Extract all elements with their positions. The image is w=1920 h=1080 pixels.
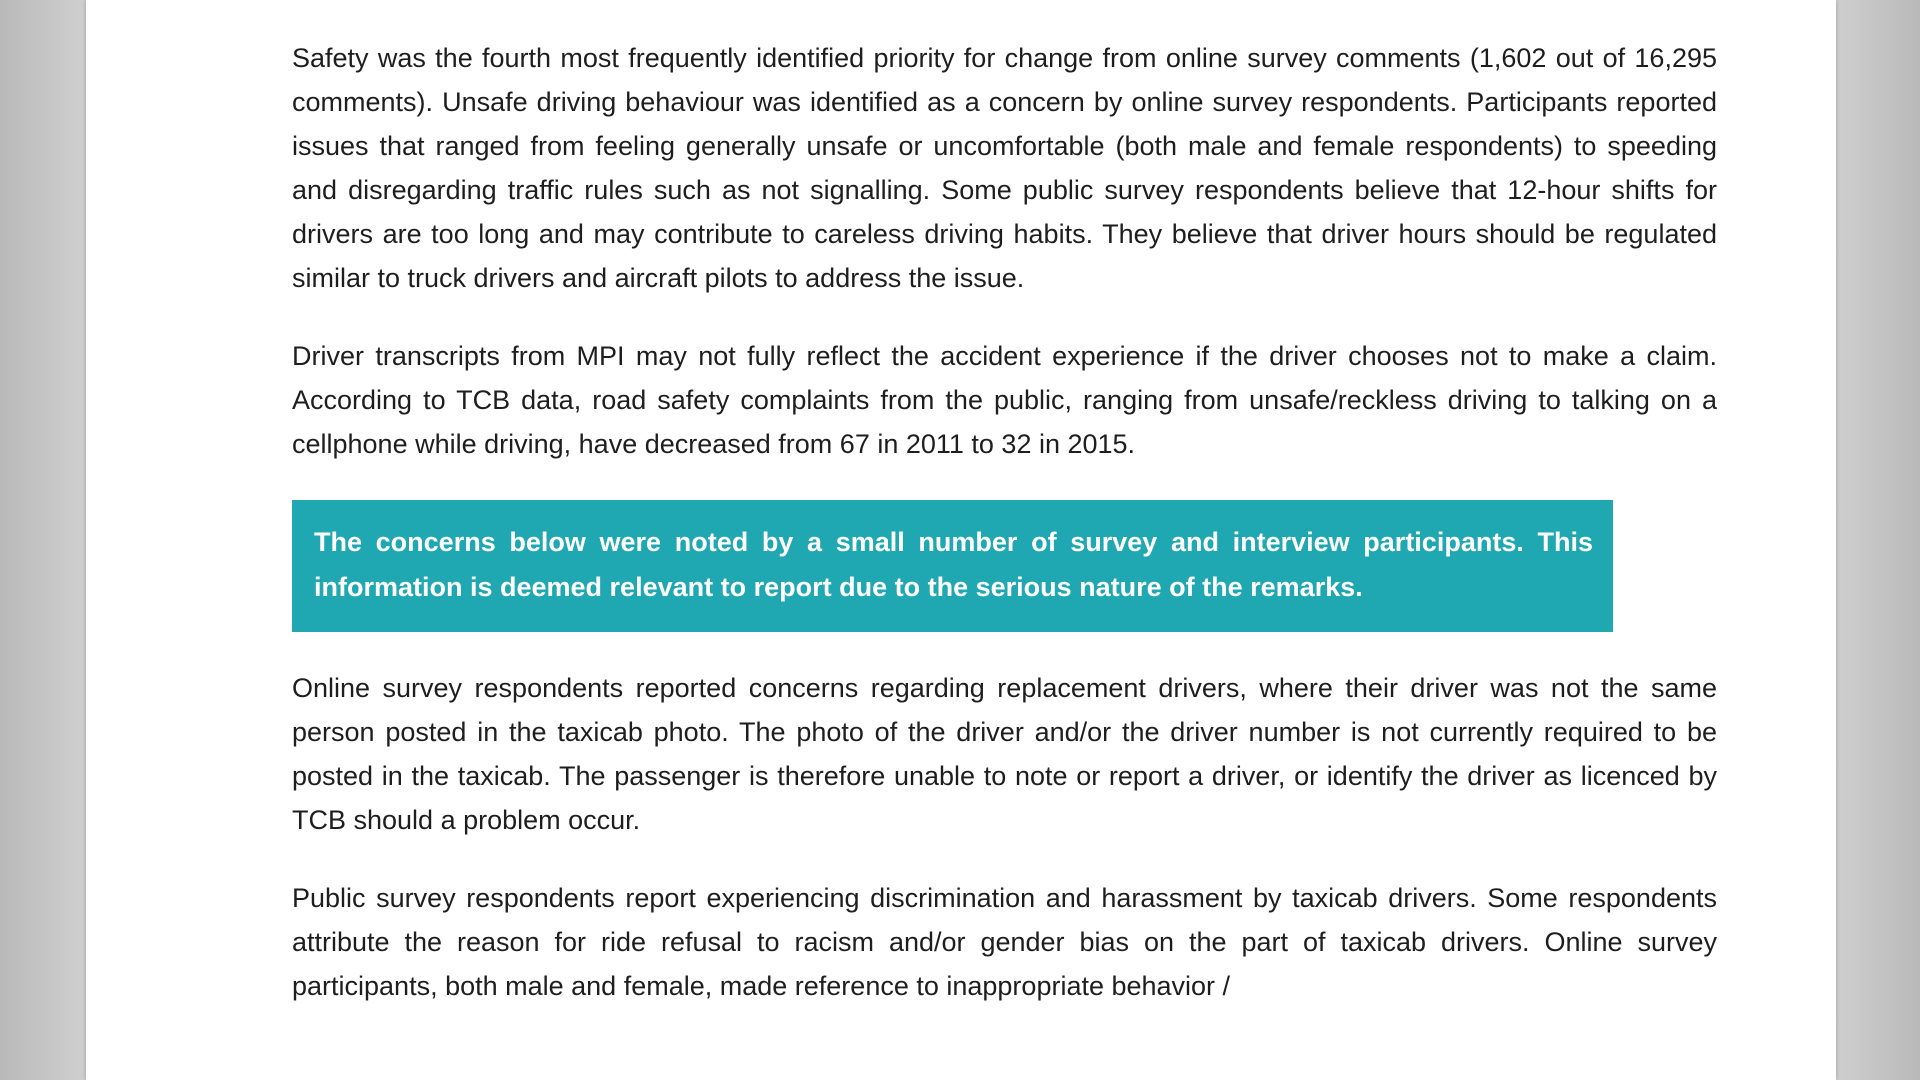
page-content: [292, 36, 1717, 1042]
paragraph-driver-transcripts: Driver transcripts from MPI may not fully reflect the accident experience if the driver chooses not to make a claim. According to TCB data, road safety complaints from the public, ranging from unsafe/reckless driving to talking on a cellphone while driving, have decreased from 67 in 2011 to 32 in 2015.: [292, 341, 1717, 459]
paragraph-replacement-drivers: Online survey respondents reported concerns regarding replacement drivers, where their driver was not the same person posted in the taxicab photo. The photo of the driver and/or the driver number is not currently required to be posted in the taxicab. The passenger is therefore unable to note or report a driver, or identify the driver as licenced by TCB should a problem occur.: [292, 673, 1717, 835]
paragraph-safety: Safety was the fourth most frequently identified priority for change from online survey comments (1,602 out of 16,295 comments). Unsafe driving behaviour was identified as a concern by online survey respondents. Participants reported issues that ranged from feeling generally unsafe or uncomfortable (both male and female respondents) to speeding and disregarding traffic rules such as not signalling. Some public survey respondents believe that 12-hour shifts for drivers are too long and may contribute to careless driving habits. They believe that driver hours should be regulated similar to truck drivers and aircraft pilots to address the issue.: [292, 43, 1717, 293]
paragraph-discrimination: Public survey respondents report experiencing discrimination and harassment by taxicab drivers. Some respondents attribute the reason for ride refusal to racism and/or gender bias on the part of taxicab drivers. Online survey participants, both male and female, made reference to inappropriate behavior /: [292, 883, 1717, 1001]
document-page[interactable]: [86, 0, 1836, 1080]
callout-box: The concerns below were noted by a small number of survey and interview participants. This information is deemed relevant to report due to the serious nature of the remarks.: [292, 500, 1613, 632]
